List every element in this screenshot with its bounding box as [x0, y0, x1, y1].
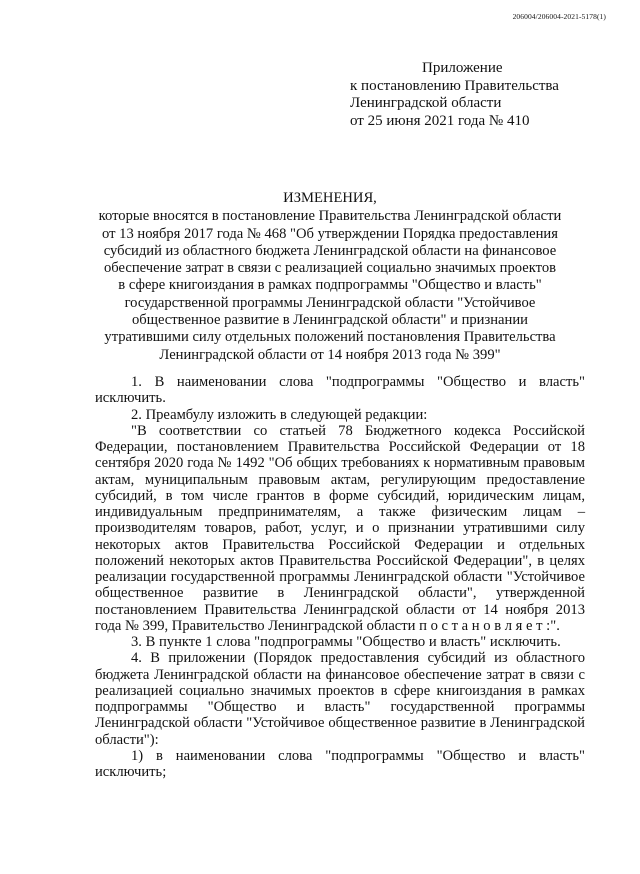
title-subtitle-line: государственной программы Ленинградской области "Устойчивое — [124, 294, 536, 311]
document-body — [95, 374, 585, 780]
document-title — [60, 190, 600, 364]
title-subtitle-line: утратившими силу отдельных положений постановления Правительства — [104, 329, 556, 346]
title-subtitle-line: общественное развитие в Ленинградской области" и признании — [132, 312, 528, 329]
appendix-line: Ленинградской области — [350, 95, 502, 111]
title-subtitle-line: обеспечение затрат в связи с реализацией социально значимых проектов — [103, 260, 557, 277]
appendix-date: от 25 июня 2021 года № 410 — [350, 112, 530, 129]
paragraph-1: 1. В наименовании слова "подпрограммы "Общество и власть" исключить. — [95, 374, 585, 407]
title-subtitle-line: в сфере книгоиздания в рамках подпрограммы "Общество и власть" — [118, 277, 542, 294]
registration-number: 206004/206004-2021-5178(1) — [512, 12, 606, 21]
paragraph-2: 2. Преамбулу изложить в следующей редакции: — [131, 406, 428, 423]
paragraph-preamble: "В соответствии со статьей 78 Бюджетного кодекса Российской Федерации, постановлением Правительства Российской Федерации от 18 сентября 2020 года № 1492 "Об общих требованиях к нормативным правовым актам, муниципальным правовым актам, регулирующим предоставление субсидий, в том числе грантов в форме субсидий, юридическим лицам, индивидуальным предпринимателям, а также физическим лицам – производителям товаров, работ, услуг, и о признании утратившими силу некоторых актов Правительства Российской Федерации и отдельных положений некоторых актов Правительства Российской Федерации", в целях реализации государственной программы Ленинградской области "Устойчивое общественное развитие в Ленинградской области", утвержденной постановлением Правительства Ленинградской области от 14 ноября 2013 года № 399, Правительство Ленинградской области п о с т а н о в л я е т :". — [95, 422, 585, 634]
title-heading: ИЗМЕНЕНИЯ, — [283, 190, 377, 206]
title-subtitle-line: субсидий из областного бюджета Ленинградской области на финансовое — [103, 242, 557, 259]
subparagraph-1: 1) в наименовании слова "подпрограммы "Общество и власть" исключить; — [95, 747, 585, 780]
title-subtitle-line: Ленинградской области от 14 ноября 2013 года № 399" — [159, 346, 501, 363]
appendix-block — [350, 60, 559, 130]
title-subtitle-line: которые вносятся в постановление Правительства Ленинградской области — [98, 208, 562, 225]
appendix-title: Приложение — [422, 60, 503, 76]
paragraph-3: 3. В пункте 1 слова "подпрограммы "Общество и власть" исключить. — [131, 634, 561, 650]
paragraph-4: 4. В приложении (Порядок предоставления субсидий из областного бюджета Ленинградской области на финансовое обеспечение затрат в связи с реализацией социально значимых проектов в сфере книгоиздания в рамках подпрограммы "Общество и власть" государственной программы Ленинградской области "Устойчивое общественное развитие в Ленинградской области"): — [95, 650, 585, 748]
appendix-line: к постановлению Правительства — [350, 77, 559, 94]
title-subtitle-line: от 13 ноября 2017 года № 468 "Об утверждении Порядка предоставления — [102, 225, 558, 242]
